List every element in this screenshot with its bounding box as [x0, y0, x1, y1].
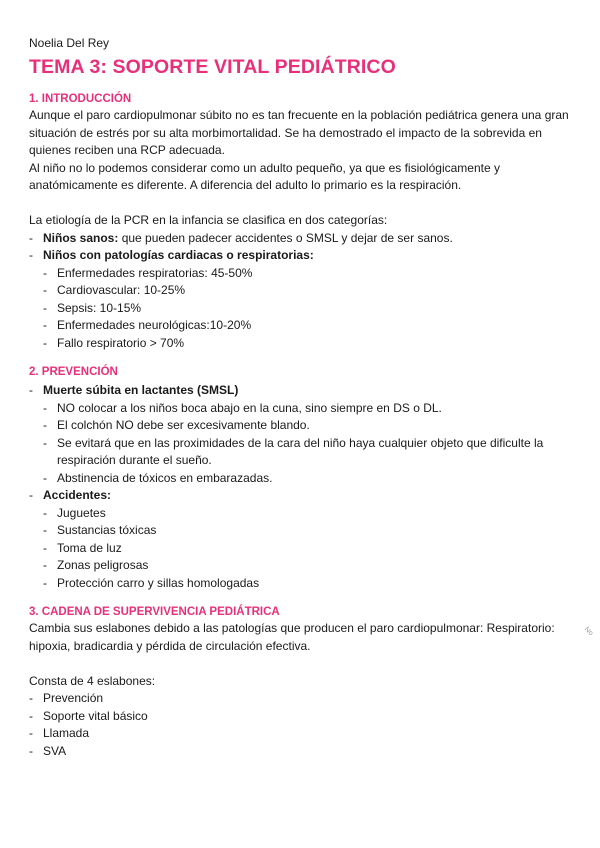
sub-list-item: - Cardiovascular: 10-25%: [29, 282, 574, 300]
dash-bullet: -: [29, 488, 33, 502]
sub-list-item: - Sepsis: 10-15%: [29, 300, 574, 318]
list-text: Llamada: [43, 726, 90, 740]
author-name: Noelia Del Rey: [29, 36, 110, 50]
sub-list-text: Toma de luz: [57, 540, 122, 555]
dash-bullet: -: [29, 383, 33, 397]
sub-list-text: Cardiovascular: 10-25%: [57, 283, 186, 297]
sub-list-text: Juguetes: [57, 505, 106, 520]
sub-list-item: - Sustancias tóxicas: [29, 522, 574, 540]
list-item: - SVA: [29, 743, 574, 761]
sub-list-text: NO colocar a los niños boca abajo en la cuna, sino siempre en DS o DL.: [57, 400, 442, 415]
sub-list-text: Sustancias tóxicas: [57, 523, 157, 537]
category-label: Niños sanos:: [43, 230, 119, 245]
list-item: [29, 487, 574, 505]
sub-list-item: - NO colocar a los niños boca abajo en la cuna, sino siempre en DS o DL.: [29, 400, 574, 418]
sub-list-item: - Se evitará que en las proximidades de la cara del niño haya cualquier objeto que dificulte la respiración durante el sueño.: [29, 435, 574, 470]
category-text: que pueden padecer accidentes o SMSL y dejar de ser sanos.: [118, 230, 453, 245]
document-page: [29, 36, 574, 760]
sub-list-text: Fallo respiratorio > 70%: [57, 335, 185, 350]
margin-note: No: [582, 625, 595, 638]
group-label: Accidentes:: [43, 488, 112, 502]
list-text: Soporte vital básico: [43, 708, 148, 723]
sub-list-item: - Enfermedades neurológicas:10-20%: [29, 317, 574, 335]
list-item: [29, 247, 574, 265]
category-label: Niños con patologías cardiacas o respiratorias:: [43, 248, 314, 262]
sub-list-item: - Fallo respiratorio > 70%: [29, 335, 574, 353]
list-text: SVA: [43, 743, 67, 758]
dash-bullet: -: [29, 248, 33, 262]
sub-list-item: - Enfermedades respiratorias: 45-50%: [29, 265, 574, 283]
sub-list-text: Sepsis: 10-15%: [57, 300, 142, 315]
sub-list-text: Zonas peligrosas: [57, 558, 149, 572]
list-item: - Prevención: [29, 690, 574, 708]
intro-paragraph-2: Al niño no lo podemos considerar como un adulto pequeño, ya que es fisiológicamente y anatómicamente es diferente. A diferencia del adulto lo primario es la respiración.: [29, 160, 500, 192]
sub-list-text: El colchón NO debe ser excesivamente blando.: [57, 418, 310, 432]
page-title: TEMA 3: SOPORTE VITAL PEDIÁTRICO: [29, 56, 396, 78]
sub-list-item: - Protección carro y sillas homologadas: [29, 575, 574, 593]
sub-list-item: - Abstinencia de tóxicos en embarazadas.: [29, 470, 574, 488]
list-text: Prevención: [43, 691, 104, 705]
sub-list-item: - Toma de luz: [29, 540, 574, 558]
intro-paragraph-1: Aunque el paro cardiopulmonar súbito no es tan frecuente en la población pediátrica genera una gran situación de estrés por su alta morbimortalidad. Se ha demostrado el impacto de la sobrevida en quienes reciben una RCP adecuada.: [29, 108, 569, 157]
sub-list-text: Abstinencia de tóxicos en embarazadas.: [57, 470, 273, 485]
section-title-introduccion: 1. INTRODUCCIÓN: [29, 93, 132, 105]
sub-list-text: Enfermedades neurológicas:10-20%: [57, 318, 252, 332]
section-title-prevencion: 2. PREVENCIÓN: [29, 366, 118, 378]
intro-paragraph-3: La etiología de la PCR en la infancia se clasifica en dos categorías:: [29, 213, 388, 227]
sub-list-item: - Juguetes: [29, 505, 574, 523]
sub-list-item: - El colchón NO debe ser excesivamente blando.: [29, 417, 574, 435]
sub-list-text: Protección carro y sillas homologadas: [57, 575, 260, 590]
sub-list-text: Enfermedades respiratorias: 45-50%: [57, 265, 253, 280]
dash-bullet: -: [29, 230, 33, 245]
list-item: [29, 382, 574, 400]
list-item: - Soporte vital básico: [29, 708, 574, 726]
list-item: [29, 230, 574, 248]
list-item: - Llamada: [29, 725, 574, 743]
sub-list-item: - Zonas peligrosas: [29, 557, 574, 575]
cadena-paragraph-1: Cambia sus eslabones debido a las patologías que producen el paro cardiopulmonar: Respiratorio: hipoxia, bradicardia y pérdida de circulación efectiva.: [29, 621, 555, 653]
group-label: Muerte súbita en lactantes (SMSL): [43, 383, 239, 397]
section-title-cadena: 3. CADENA DE SUPERVIVENCIA PEDIÁTRICA: [29, 606, 280, 618]
sub-list-text: Se evitará que en las proximidades de la cara del niño haya cualquier objeto que dificulte la respiración durante el sueño.: [57, 435, 544, 467]
cadena-paragraph-2: Consta de 4 eslabones:: [29, 673, 156, 688]
